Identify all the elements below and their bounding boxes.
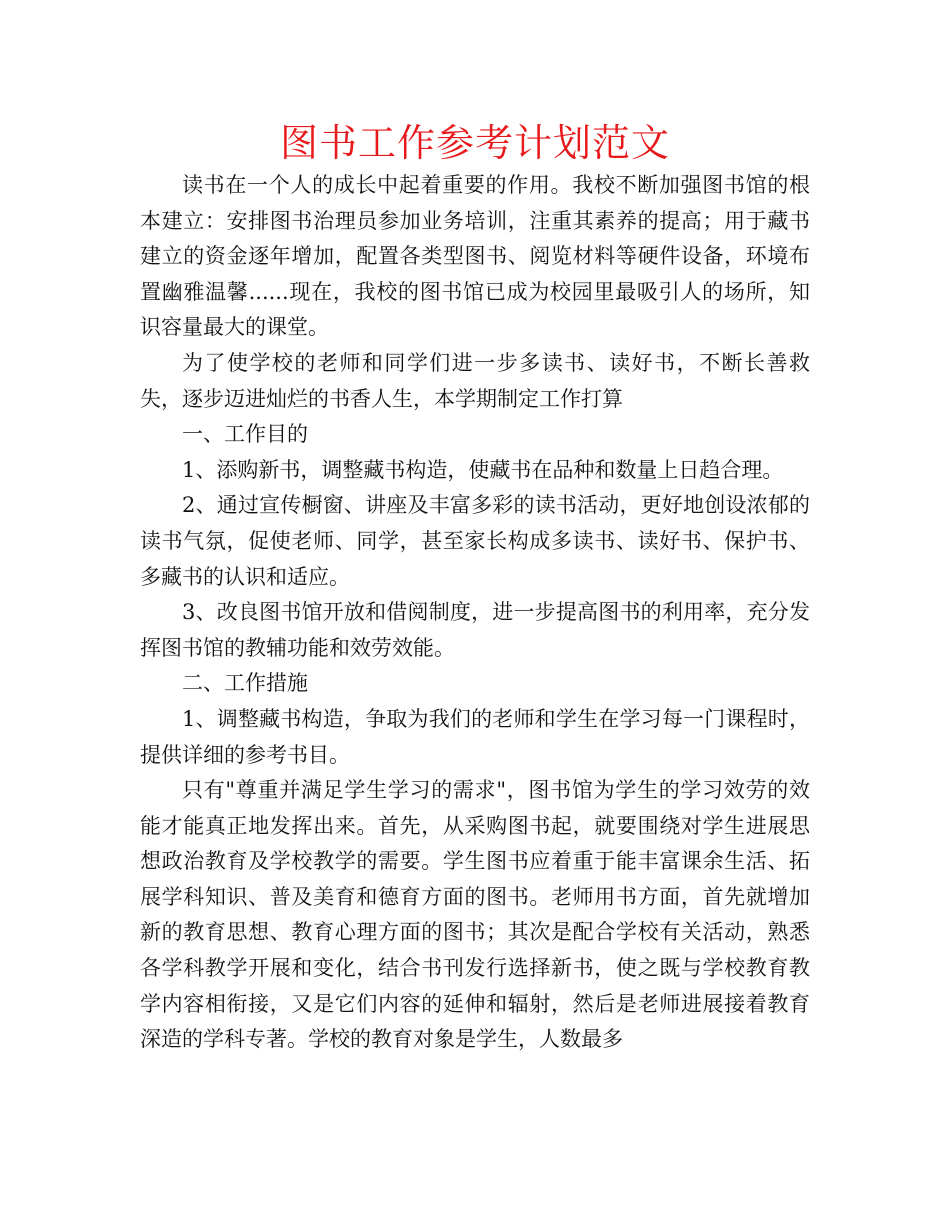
measure-detail-paragraph: 只有"尊重并满足学生学习的需求"，图书馆为学生的学习效劳的效能才能真正地发挥出来。首先，从采购图书起，就要围绕对学生进展思想政治教育及学校教学的需要。学生图书应着重于能丰富课余生活、拓展学科知识、普及美育和德育方面的图书。老师用书方面，首先就增加新的教育思想、教育心理方面的图书；其次是配合学校有关活动，熟悉各学科教学开展和变化，结合书刊发行选择新书，使之既与学校教育教学内容相衔接，又是它们内容的延伸和辐射，然后是老师进展接着教育深造的学科专著。学校的教育对象是学生，人数最多 (140, 778, 810, 1052)
measure-item-1: 1、调整藏书构造，争取为我们的老师和学生在学习每一门课程时，提供详细的参考书目。 (140, 706, 810, 767)
document-page (140, 118, 810, 1058)
section-heading-goals: 一、工作目的 (182, 422, 308, 447)
goal-item-1: 1、添购新书，调整藏书构造，使藏书在品种和数量上日趋合理。 (182, 457, 784, 482)
section-heading-measures: 二、工作措施 (182, 671, 308, 696)
paragraph-intro: 读书在一个人的成长中起着重要的作用。我校不断加强图书馆的根本建立：安排图书治理员参加业务培训，注重其素养的提高；用于藏书建立的资金逐年增加，配置各类型图书、阅览材料等硬件设备，环境布置幽雅温馨......现在，我校的图书馆已成为校园里最吸引人的场所，知识容量最大的课堂。 (140, 173, 810, 340)
goal-item-3: 3、改良图书馆开放和借阅制度，进一步提高图书的利用率，充分发挥图书馆的教辅功能和效劳效能。 (140, 600, 810, 660)
goal-item-2: 2、通过宣传橱窗、讲座及丰富多彩的读书活动，更好地创设浓郁的读书气氛，促使老师、同学，甚至家长构成多读书、读好书、保护书、多藏书的认识和适应。 (140, 493, 810, 589)
document-title: 图书工作参考计划范文 (279, 121, 670, 165)
paragraph-purpose: 为了使学校的老师和同学们进一步多读书、读好书，不断长善救失，逐步迈进灿烂的书香人生，本学期制定工作打算 (140, 350, 810, 411)
